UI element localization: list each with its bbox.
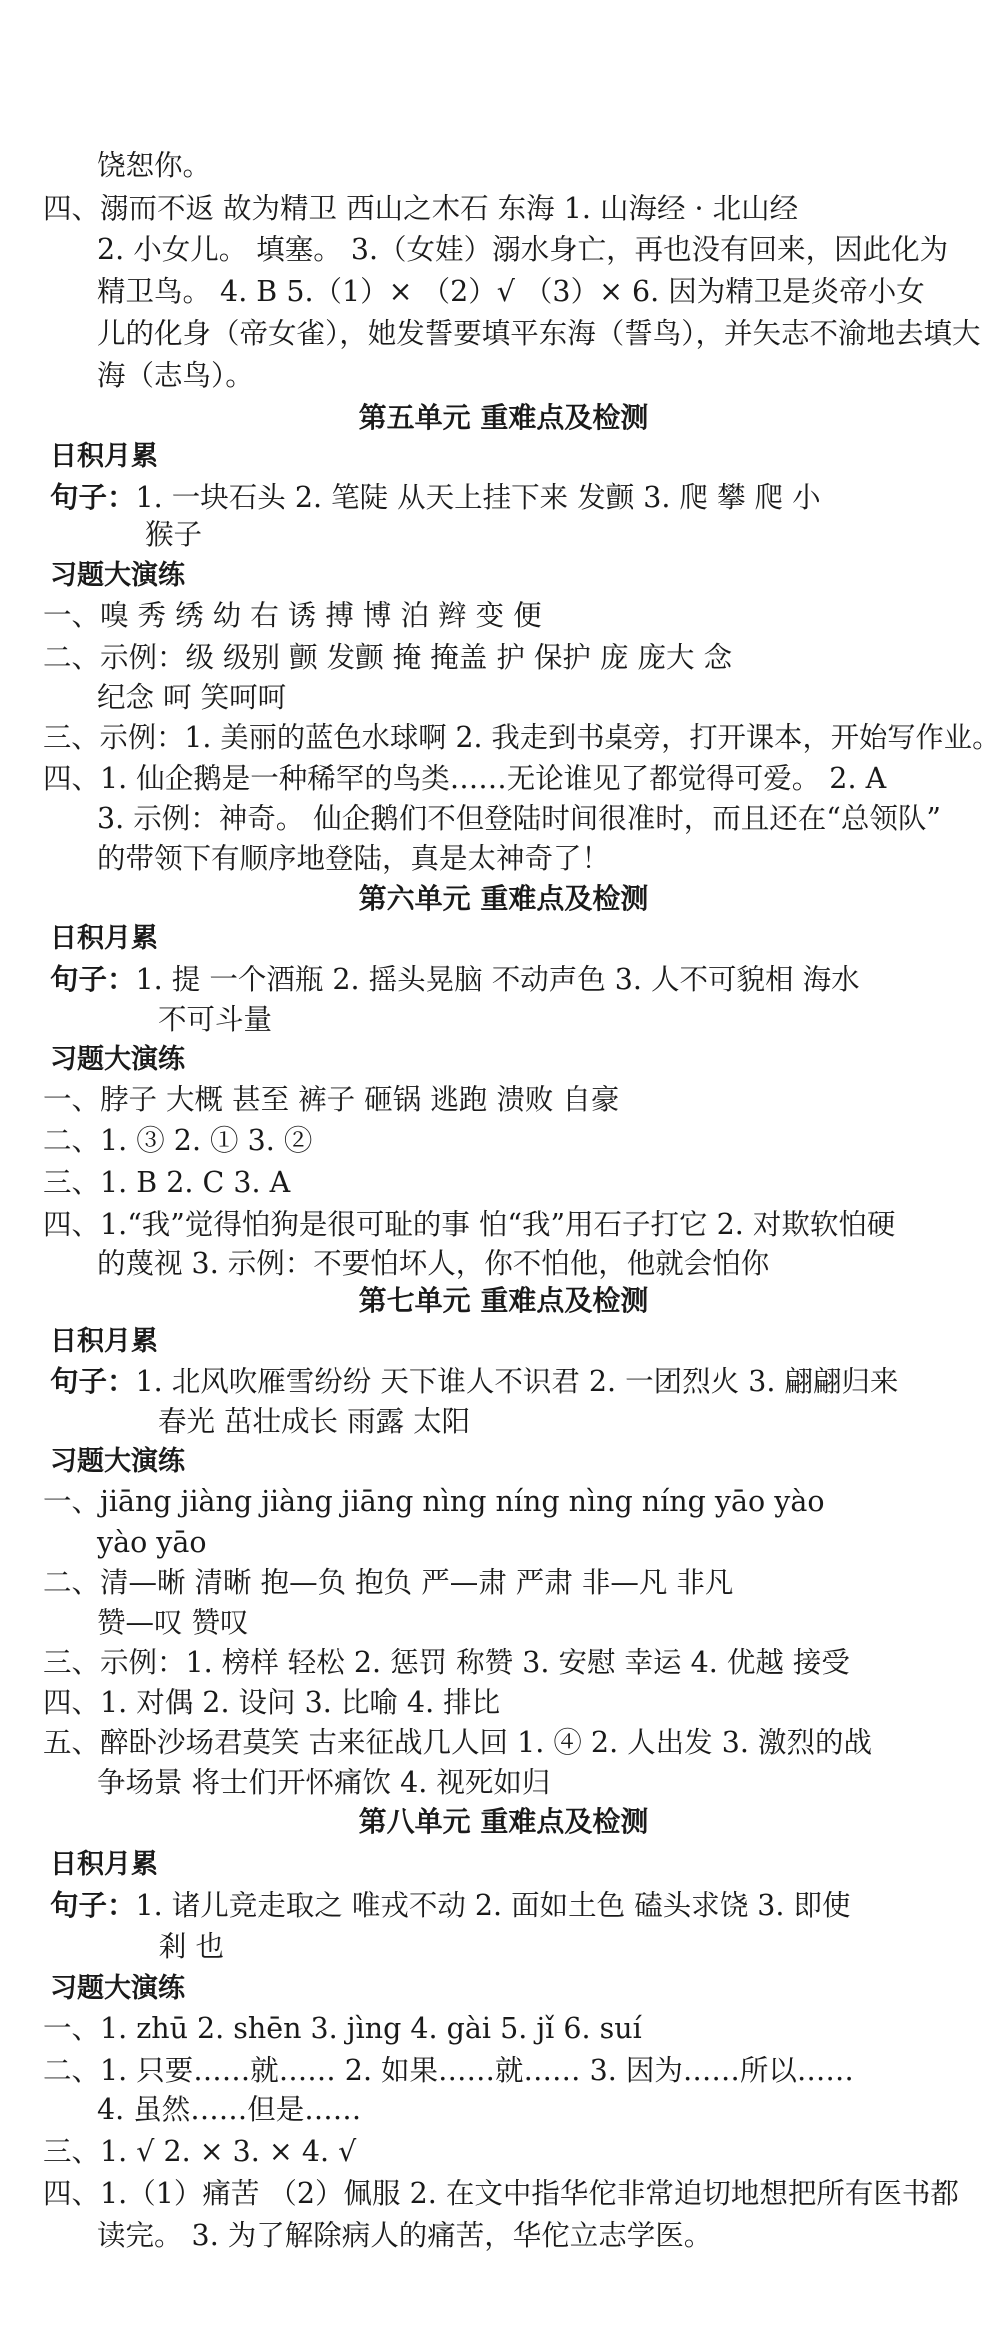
text-line: 四、1. 对偶 2. 设问 3. 比喻 4. 排比 — [43, 1686, 501, 1719]
section-heading: 日积月累 — [50, 923, 158, 954]
text-line: 一、1. zhū 2. shēn 3. jìng 4. gài 5. jǐ 6. suí — [43, 2012, 642, 2045]
text-line: 饶恕你。 — [97, 149, 212, 182]
text-line: 二、1. ③ 2. ① 3. ② — [43, 1124, 313, 1157]
section-heading: 习题大演练 — [50, 560, 185, 591]
text-line: 赞—叹 赞叹 — [97, 1606, 249, 1639]
unit-title: 第五单元 重难点及检测 — [358, 401, 649, 434]
section-heading: 日积月累 — [50, 1326, 158, 1357]
sentence-label: 句子： — [50, 1889, 136, 1922]
text-line: 四、溺而不返 故为精卫 西山之木石 东海 1. 山海经 · 北山经 — [43, 192, 799, 225]
text-line: 一、嗅 秀 绣 幼 右 诱 搏 博 泊 辫 变 便 — [43, 599, 542, 632]
sentence-line: 句子：1. 一块石头 2. 笔陡 从天上挂下来 发颤 3. 爬 攀 爬 小 — [50, 481, 821, 514]
text-line: yào yāo — [97, 1526, 207, 1559]
text-line: 一、jiāng jiàng jiàng jiāng nìng níng nìng níng yāo yào — [43, 1485, 825, 1518]
text-line: 三、示例：1. 榜样 轻松 2. 惩罚 称赞 3. 安慰 幸运 4. 优越 接受 — [43, 1646, 850, 1679]
sentence-label: 句子： — [50, 1365, 136, 1398]
text-line: 纪念 呵 笑呵呵 — [97, 681, 287, 714]
text-line: 4. 虽然……但是…… — [97, 2093, 362, 2126]
text-line: 二、1. 只要……就…… 2. 如果……就…… 3. 因为……所以…… — [43, 2054, 854, 2087]
text-line: 3. 示例：神奇。 仙企鹅们不但登陆时间很准时，而且还在“总领队” — [97, 802, 941, 835]
section-heading: 习题大演练 — [50, 1446, 185, 1477]
text-line: 二、示例：级 级别 颤 发颤 掩 掩盖 护 保护 庞 庞大 念 — [43, 641, 733, 674]
unit-title: 第六单元 重难点及检测 — [358, 882, 649, 915]
sentence-line: 句子：1. 北风吹雁雪纷纷 天下谁人不识君 2. 一团烈火 3. 翩翩归来 — [50, 1365, 899, 1398]
text-line: 不可斗量 — [158, 1003, 273, 1036]
text-line: 的蔑视 3. 示例：不要怕坏人，你不怕他，他就会怕你 — [97, 1247, 770, 1280]
sentence-line: 句子：1. 诸儿竞走取之 唯戎不动 2. 面如土色 磕头求饶 3. 即使 — [50, 1889, 851, 1922]
text-line: 五、醉卧沙场君莫笑 古来征战几人回 1. ④ 2. 人出发 3. 激烈的战 — [43, 1726, 872, 1759]
section-heading: 习题大演练 — [50, 1044, 185, 1075]
sentence-label: 句子： — [50, 481, 136, 514]
sentence-line: 句子：1. 提 一个酒瓶 2. 摇头晃脑 不动声色 3. 人不可貌相 海水 — [50, 963, 860, 996]
text-line: 二、清—晰 清晰 抱—负 抱负 严—肃 严肃 非—凡 非凡 — [43, 1566, 734, 1599]
text-line: 剎 也 — [158, 1930, 225, 1963]
sentence-label: 句子： — [50, 963, 136, 996]
text-line: 儿的化身（帝女雀），她发誓要填平东海（誓鸟），并矢志不渝地去填大 — [97, 317, 981, 350]
text-line: 四、1.（1）痛苦 （2）佩服 2. 在文中指华佗非常迫切地想把所有医书都 — [43, 2177, 959, 2210]
text-line: 三、1. √ 2. × 3. × 4. √ — [43, 2135, 357, 2168]
section-heading: 日积月累 — [50, 1849, 158, 1880]
text-line: 精卫鸟。 4. B 5.（1）× （2）√ （3）× 6. 因为精卫是炎帝小女 — [97, 275, 925, 308]
section-heading: 日积月累 — [50, 441, 158, 472]
text-line: 猴子 — [145, 518, 203, 551]
text-line: 一、脖子 大概 甚至 裤子 砸锅 逃跑 溃败 自豪 — [43, 1083, 620, 1116]
text-line: 海（志鸟）。 — [97, 359, 254, 392]
text-line: 读完。 3. 为了解除病人的痛苦，华佗立志学医。 — [97, 2219, 713, 2252]
text-line: 四、1. 仙企鹅是一种稀罕的鸟类……无论谁见了都觉得可爱。 2. A — [43, 762, 887, 795]
unit-title: 第七单元 重难点及检测 — [358, 1284, 649, 1317]
unit-title: 第八单元 重难点及检测 — [358, 1805, 649, 1838]
text-line: 四、1.“我”觉得怕狗是很可耻的事 怕“我”用石子打它 2. 对欺软怕硬 — [43, 1208, 896, 1241]
text-line: 争场景 将士们开怀痛饮 4. 视死如归 — [97, 1766, 551, 1799]
text-line: 2. 小女儿。 填塞。 3.（女娃）溺水身亡，再也没有回来，因此化为 — [97, 233, 949, 266]
section-heading: 习题大演练 — [50, 1973, 185, 2004]
text-line: 三、1. B 2. C 3. A — [43, 1166, 291, 1199]
text-line: 的带领下有顺序地登陆，真是太神奇了！ — [97, 842, 611, 875]
text-line: 春光 茁壮成长 雨露 太阳 — [158, 1405, 471, 1438]
text-line: 三、示例：1. 美丽的蓝色水球啊 2. 我走到书桌旁，打开课本，开始写作业。 — [43, 721, 1001, 754]
